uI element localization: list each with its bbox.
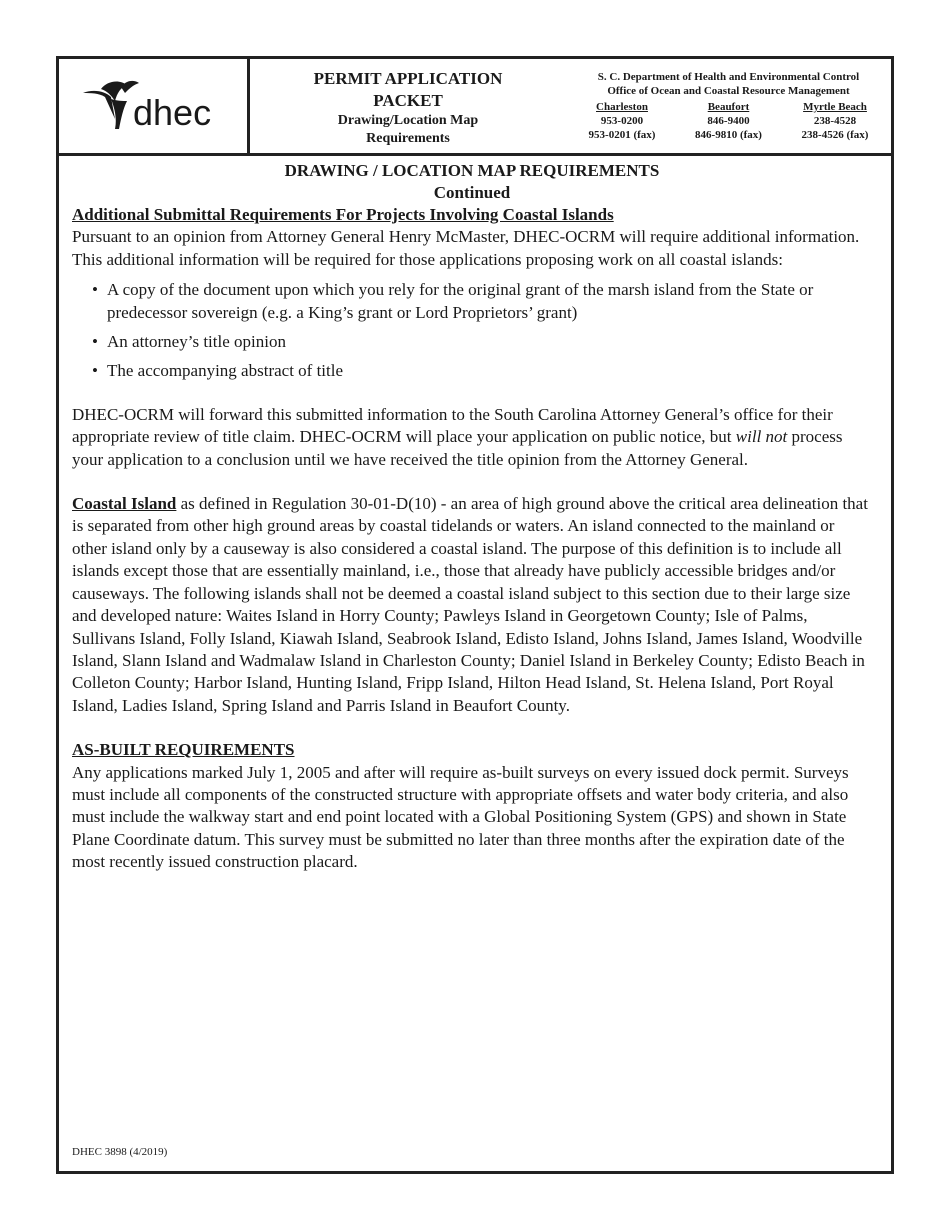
requirements-list bbox=[72, 279, 872, 383]
office-list bbox=[566, 100, 891, 142]
list-item: • The accompanying abstract of title bbox=[92, 360, 872, 382]
packet-title bbox=[250, 68, 566, 112]
office-name: Charleston bbox=[596, 101, 648, 113]
office-fax: 846-9810 (fax) bbox=[695, 129, 762, 141]
office-line: Office of Ocean and Coastal Resource Management bbox=[607, 85, 850, 97]
forward-text-1: DHEC-OCRM will forward this submitted information to the South Carolina Attorney General’s office for their appropriate review of title claim. DHEC-OCRM will place your application on public notice, but bbox=[72, 404, 833, 447]
form-code: DHEC 3898 (4/2019) bbox=[72, 1146, 168, 1158]
definition-text: as defined in Regulation 30-01-D(10) - an area of high ground above the critical area delineation that is separated from other high ground areas by coastal tidelands or waters. An island connected to the mainland or other island only by a causeway is also considered a coastal island. The purpose of this definition is to include all islands except those that are essentially mainland, i.e., those that already have publicly accessible bridges and/or causeways. The following islands shall not be deemed a coastal island subject to this section due to their large size and developed nature: Waites Island in Horry County; Pawleys Island in Georgetown County; Isle of Palms, Sullivans Island, Folly Island, Kiawah Island, Seabrook Island, Edisto Island, Johns Island, James Island, Woodville Island, Slann Island and Wadmalaw Island in Charleston County; Daniel Island in Berkeley County; Edisto Beach in Colleton County; Harbor Island, Hunting Island, Fripp Island, Hilton Head Island, St. Helena Island, Port Royal Island, Ladies Island, Spring Island and Parris Island in Beaufort County. bbox=[72, 494, 868, 715]
office-phone: 846-9400 bbox=[707, 115, 750, 127]
logo-text: dhec bbox=[133, 92, 212, 133]
forward-text-2: process your application to a conclusion until we have received the title opinion from the Attorney General. bbox=[72, 427, 843, 469]
packet-title-line2: PACKET bbox=[373, 91, 443, 110]
page-frame bbox=[56, 56, 894, 1174]
dhec-logo bbox=[81, 79, 231, 135]
packet-title-line1: PERMIT APPLICATION bbox=[313, 69, 503, 88]
forward-emphasis: will not bbox=[735, 427, 788, 447]
logo-cell bbox=[59, 59, 250, 153]
department-name bbox=[566, 70, 891, 98]
office-myrtle-beach bbox=[785, 100, 885, 142]
definition-term: Coastal Island bbox=[72, 494, 177, 514]
office-phone: 238-4528 bbox=[813, 115, 857, 127]
office-name: Beaufort bbox=[707, 101, 750, 113]
as-built-paragraph: Any applications marked July 1, 2005 and after will require as-built surveys on every issued dock permit. Surveys must include all components of the constructed structure with appropriate offsets and water body criteria, and also must include the walkway start and end point located with a Global Positioning System (GPS) and shown in State Plane Coordinate datum. This survey must be submitted no later than three months after the expiration date of the most recently issued construction placard. bbox=[72, 762, 849, 872]
list-item: • A copy of the document upon which you rely for the original grant of the marsh island from the State or predecessor sovereign (e.g. a King’s grant or Lord Proprietors’ grant) bbox=[92, 279, 872, 324]
coastal-islands-heading: Additional Submittal Requirements For Projects Involving Coastal Islands bbox=[72, 205, 614, 224]
office-beaufort bbox=[679, 100, 779, 142]
packet-subtitle bbox=[250, 112, 566, 148]
title-cell bbox=[250, 59, 566, 153]
document-header bbox=[59, 59, 891, 156]
list-item: • An attorney’s title opinion bbox=[92, 331, 872, 353]
office-name: Myrtle Beach bbox=[803, 101, 867, 113]
section-continued: Continued bbox=[433, 183, 511, 202]
packet-subtitle-line2: Requirements bbox=[366, 131, 450, 146]
office-charleston bbox=[572, 100, 672, 142]
department-line: S. C. Department of Health and Environmental Control bbox=[597, 71, 860, 83]
packet-subtitle-line1: Drawing/Location Map bbox=[337, 113, 479, 128]
office-phone: 953-0200 bbox=[600, 115, 644, 127]
section-title: DRAWING / LOCATION MAP REQUIREMENTS bbox=[284, 161, 660, 180]
contact-cell bbox=[566, 59, 891, 153]
document-body bbox=[72, 160, 872, 874]
coastal-islands-intro: Pursuant to an opinion from Attorney General Henry McMaster, DHEC-OCRM will require additional information. This additional information will be required for those applications proposing work on all coastal islands: bbox=[72, 227, 860, 269]
definition-paragraph bbox=[72, 493, 872, 717]
office-fax: 238-4526 (fax) bbox=[801, 129, 869, 141]
forward-paragraph bbox=[72, 404, 872, 471]
as-built-heading: AS-BUILT REQUIREMENTS bbox=[72, 740, 295, 760]
office-fax: 953-0201 (fax) bbox=[588, 129, 656, 141]
